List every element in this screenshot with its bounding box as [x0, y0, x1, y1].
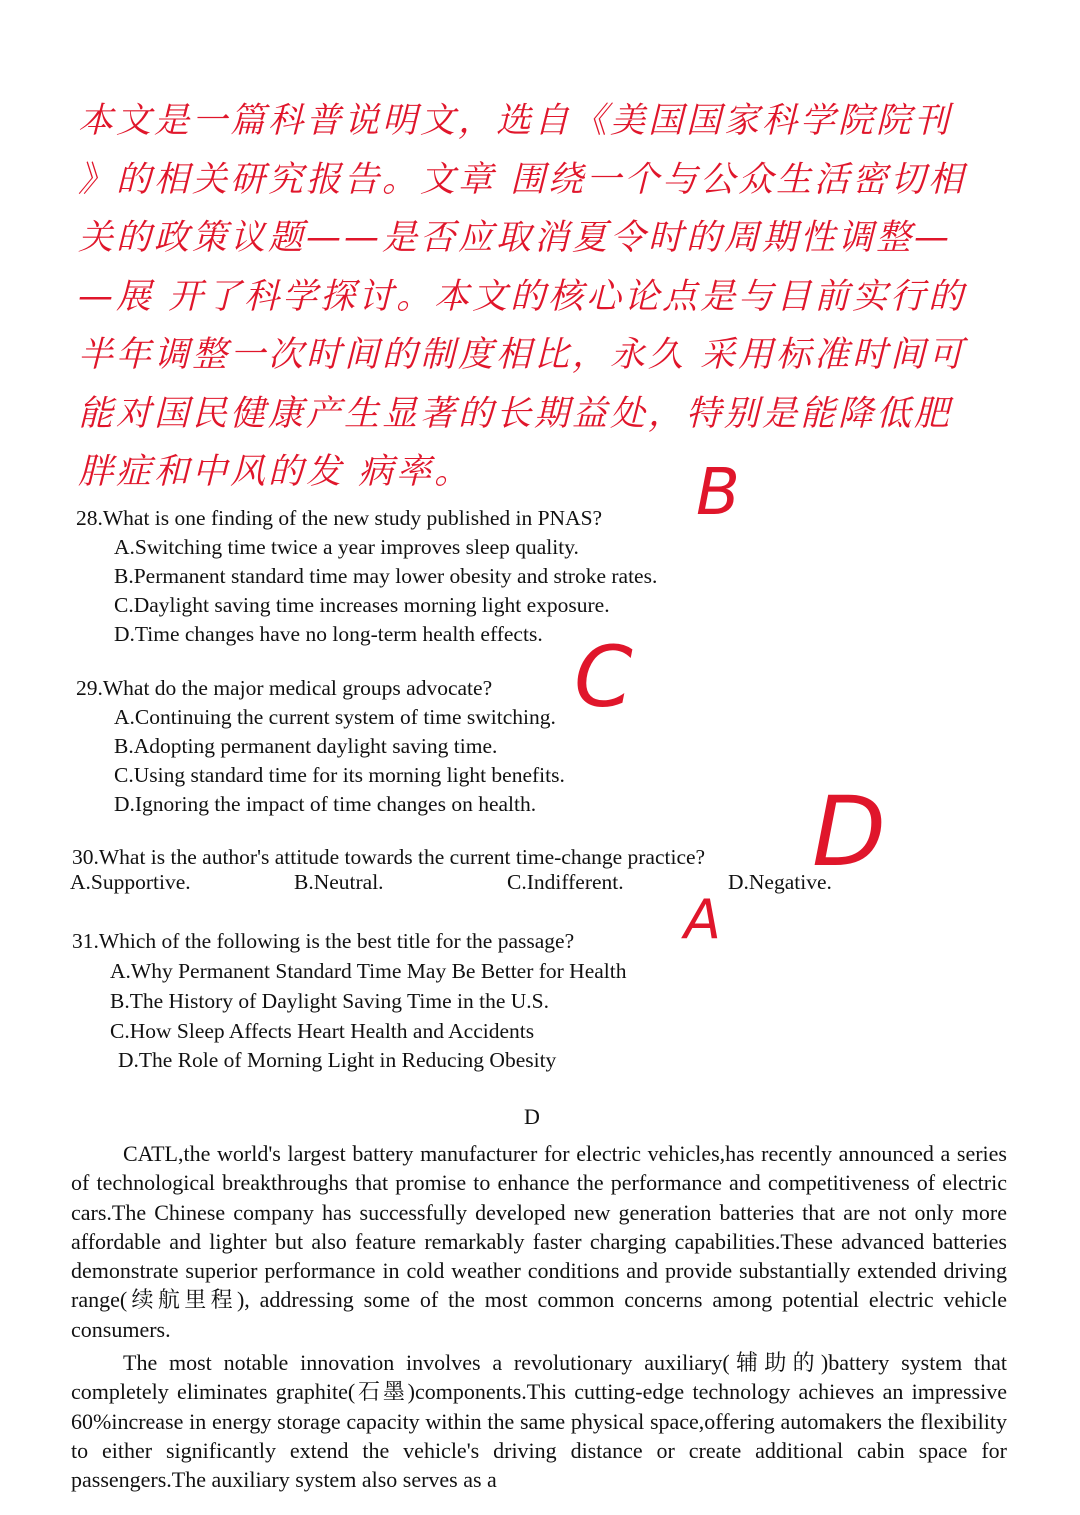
annotation-line: —展 开了科学探讨。本文的核心论点是与目前实行的: [78, 276, 967, 317]
passage-paragraph: CATL,the world's largest battery manufacturer for electric vehicles,has recently announced a series of technological breakthroughs that promise to enhance the performance and competitiveness of electric cars.The Chinese company has successfully developed new generation batteries that are not only more affordable and lighter but also feature remarkably faster charging capabilities.These advanced batteries demonstrate superior performance in cold weather conditions and provide substantially extended driving range(续航里程), addressing some of the most common concerns among potential electric vehicle consumers.: [71, 1141, 1007, 1342]
option: D.Time changes have no long-term health effects.: [114, 622, 543, 646]
option: A.Continuing the current system of time switching.: [114, 705, 556, 729]
annotation-line: 》的相关研究报告。文章 围绕一个与公众生活密切相: [78, 159, 967, 200]
passage-paragraph: The most notable innovation involves a revolutionary auxiliary(辅助的)battery system that completely eliminates graphite(石墨)components.This cutting-edge technology achieves an impressive 60%increase in energy storage capacity within the same physical space,offering automakers the flexibility to either significantly extend the vehicle's driving distance or create additional cabin space for passengers.The auxiliary system also serves as a: [71, 1350, 1007, 1493]
handwritten-answer: C: [574, 628, 633, 726]
question-29: [76, 674, 565, 819]
annotation-line: 本文是一篇科普说明文，选自《美国国家科学院院刊: [78, 101, 953, 141]
handwritten-answer: D: [812, 776, 886, 888]
annotation-line: 关的政策议题——是否应取消夏令时的周期性调整—: [78, 218, 953, 258]
option: A.Why Permanent Standard Time May Be Better for Health: [110, 959, 627, 983]
handwritten-annotation: [78, 92, 1008, 502]
annotation-line: 半年调整一次时间的制度相比，永久 采用标准时间可: [78, 335, 967, 375]
question-stem: 29.What do the major medical groups advocate?: [76, 676, 493, 700]
option: D.Ignoring the impact of time changes on health.: [114, 792, 537, 816]
question-stem: 28.What is one finding of the new study published in PNAS?: [76, 506, 603, 530]
option: D.Negative.: [728, 870, 832, 894]
handwritten-answer: A: [684, 888, 721, 951]
annotation-line: 胖症和中风的发 病率。: [78, 452, 473, 492]
option: B.Adopting permanent daylight saving time.: [114, 734, 498, 758]
reading-passage: [71, 1139, 1007, 1499]
question-stem: 31.Which of the following is the best title for the passage?: [72, 929, 575, 953]
option: D.The Role of Morning Light in Reducing Obesity: [118, 1048, 557, 1072]
handwritten-answer: B: [696, 456, 740, 530]
option: C.Using standard time for its morning light benefits.: [114, 763, 565, 787]
question-30: [72, 843, 705, 872]
annotation-line: 能对国民健康产生显著的长期益处，特别是能降低肥: [78, 393, 953, 434]
option: C.Indifferent.: [507, 870, 624, 894]
option: C.Daylight saving time increases morning light exposure.: [114, 593, 610, 617]
option: B.The History of Daylight Saving Time in the U.S.: [110, 989, 549, 1013]
option: B.Permanent standard time may lower obesity and stroke rates.: [114, 564, 658, 588]
option: C.How Sleep Affects Heart Health and Accidents: [110, 1019, 535, 1043]
option: B.Neutral.: [294, 870, 384, 894]
question-stem: 30.What is the author's attitude towards the current time-change practice?: [72, 845, 706, 869]
option: A.Supportive.: [70, 870, 191, 894]
question-31: [72, 927, 627, 1074]
question-28: [76, 504, 657, 649]
section-heading: D: [524, 1104, 540, 1129]
option: A.Switching time twice a year improves sleep quality.: [114, 535, 579, 559]
